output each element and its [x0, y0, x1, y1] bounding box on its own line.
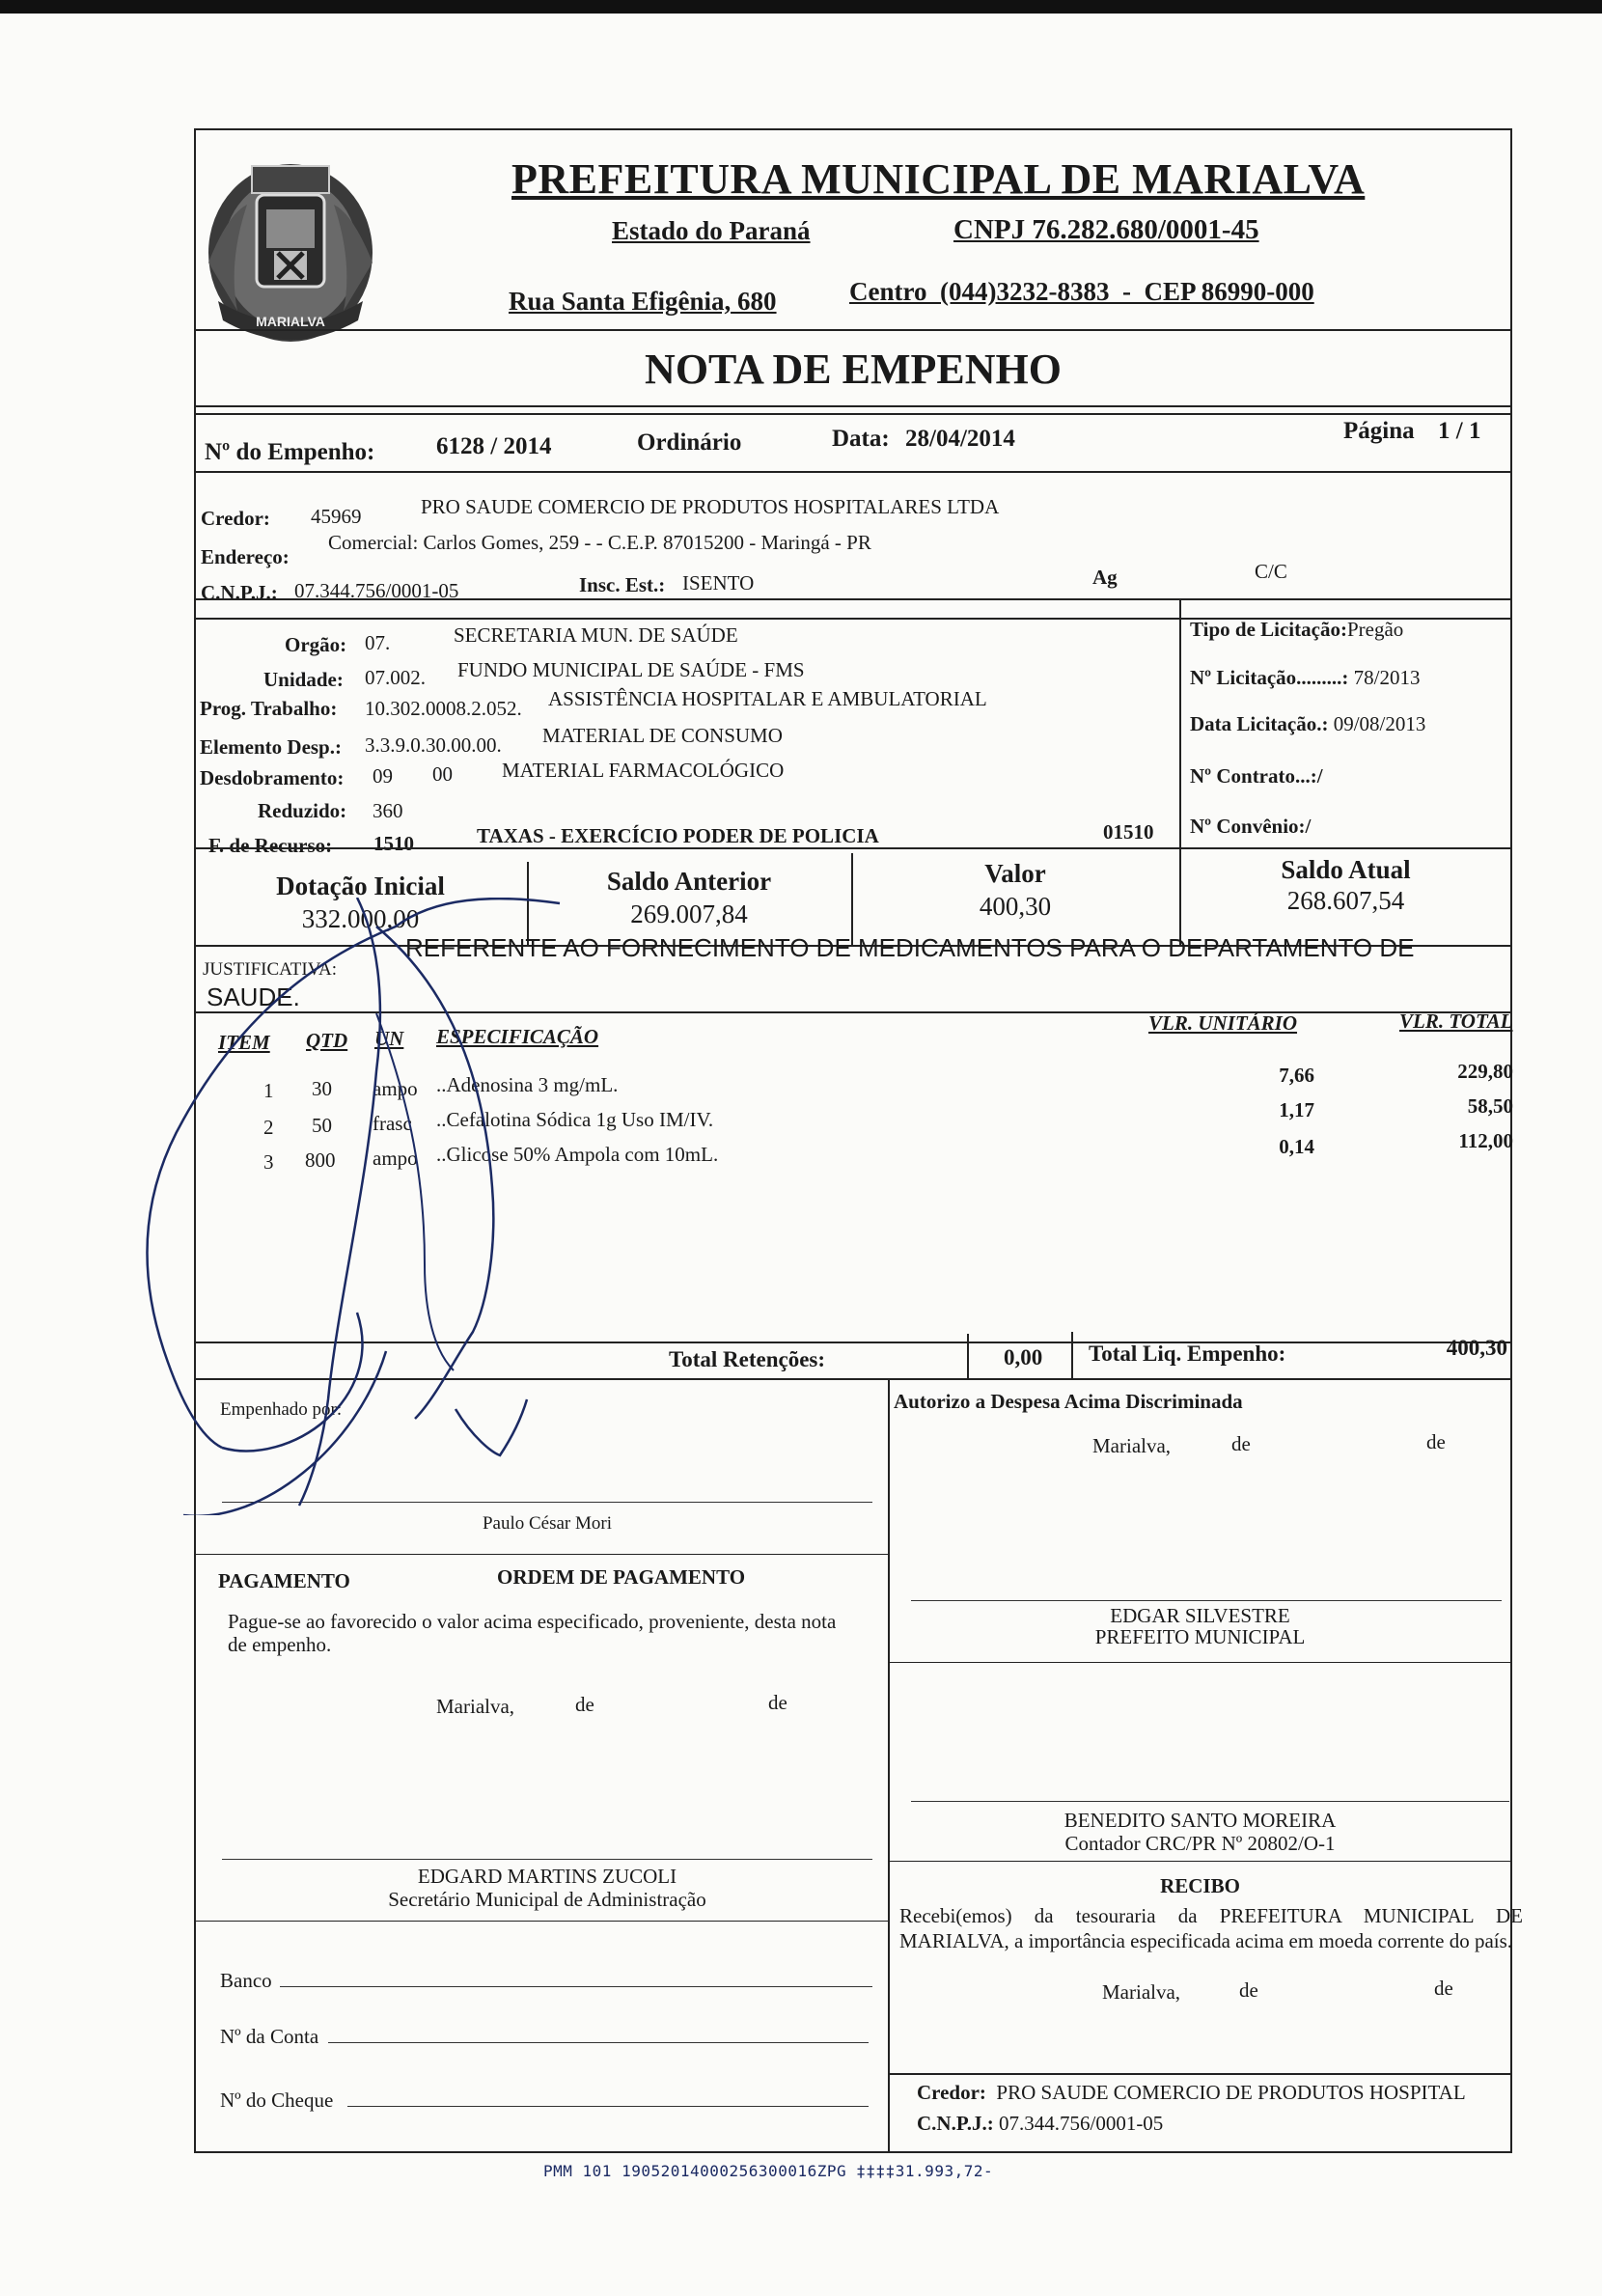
row-espec: ..Adenosina 3 mg/mL.	[436, 1073, 619, 1096]
justificativa-label: JUSTIFICATIVA:	[203, 959, 338, 980]
row-espec: ..Cefalotina Sódica 1g Uso IM/IV.	[436, 1108, 714, 1131]
orgao-label: Orgão:	[285, 633, 347, 656]
agency-label: Ag	[1092, 566, 1118, 589]
divider	[194, 598, 1512, 600]
pagamento-label: PAGAMENTO	[218, 1569, 350, 1592]
empenhado-signer: Paulo César Mori	[482, 1513, 613, 1534]
desdobramento-label: Desdobramento:	[200, 766, 345, 789]
dotacao-value: 332.000,00	[301, 904, 420, 933]
credor-cnpj: 07.344.756/0001-05	[294, 579, 459, 602]
recibo-credor: Credor: PRO SAUDE COMERCIO DE PRODUTOS HOSPITAL	[917, 2081, 1466, 2104]
signature-line	[911, 1801, 1509, 1802]
autorizo-label: Autorizo a Despesa Acima Discriminada	[894, 1390, 1243, 1413]
retencoes-label: Total Retenções:	[669, 1347, 826, 1371]
row-un: frasc	[373, 1112, 412, 1135]
credor-label: Credor:	[201, 507, 270, 530]
contador-name: BENEDITO SANTO MOREIRA	[1063, 1809, 1337, 1832]
cheque-label: Nº do Cheque	[220, 2089, 334, 2112]
divider	[967, 1334, 969, 1378]
footer-code: PMM 101 19052014000256300016ZPG ‡‡‡‡31.993,72-	[543, 2162, 994, 2180]
banco-label: Banco	[220, 1969, 272, 1992]
autorizo-de1: de	[1231, 1432, 1251, 1455]
unidade-code: 07.002.	[365, 666, 426, 689]
empenho-number: 6128 / 2014	[436, 433, 552, 459]
recurso-number: 01510	[1103, 820, 1154, 844]
licitacao-number-label: Nº Licitação.........: 78/2013	[1190, 666, 1421, 689]
contador-role: Contador CRC/PR Nº 20802/O-1	[1064, 1832, 1336, 1855]
dotacao-label: Dotação Inicial	[276, 871, 445, 900]
row-item: 2	[263, 1116, 274, 1139]
prog-name: ASSISTÊNCIA HOSPITALAR E AMBULATORIAL	[548, 687, 987, 710]
reduzido-value: 360	[373, 799, 403, 822]
divider	[194, 471, 1512, 473]
prefeito-role: PREFEITO MUNICIPAL	[1094, 1625, 1306, 1648]
row-unit: 1,17	[1279, 1098, 1314, 1121]
page-label: Página	[1343, 418, 1415, 444]
banco-field[interactable]	[280, 1986, 872, 1987]
contract-label: Nº Contrato...:/	[1190, 764, 1323, 788]
col-un: UN	[374, 1027, 404, 1050]
justificativa-text-cont: SAUDE.	[207, 982, 300, 1011]
row-qtd: 50	[312, 1114, 332, 1137]
valor-value: 400,30	[979, 892, 1052, 921]
prefeito-name: EDGAR SILVESTRE	[1110, 1604, 1290, 1627]
row-qtd: 800	[305, 1148, 336, 1172]
elemento-code: 3.3.9.0.30.00.00.	[365, 733, 502, 757]
divider	[194, 1342, 1512, 1343]
page-number: 1 / 1	[1438, 418, 1481, 444]
row-item: 1	[263, 1079, 274, 1102]
crest-lettering: MARIALVA	[256, 314, 325, 329]
credor-cnpj-label: C.N.P.J.:	[201, 581, 278, 604]
justificativa-text: REFERENTE AO FORNECIMENTO DE MEDICAMENTOS PARA O DEPARTAMENTO DE	[405, 933, 1415, 962]
divider	[194, 1378, 1512, 1380]
secretario-name: EDGARD MARTINS ZUCOLI	[417, 1865, 677, 1888]
conta-label: Nº da Conta	[220, 2025, 319, 2048]
recibo-de2: de	[1434, 1977, 1453, 2000]
row-total: 112,00	[1458, 1129, 1513, 1152]
recurso-code: 1510	[373, 832, 414, 855]
municipality-contact: Centro (044)3232-8383 - CEP 86990-000	[849, 277, 1314, 306]
signature-line	[222, 1502, 872, 1503]
empenho-number-label: Nº do Empenho:	[205, 439, 375, 465]
valor-label: Valor	[984, 859, 1046, 888]
empenho-date-label: Data:	[832, 426, 890, 452]
signature-line	[222, 1859, 872, 1860]
prog-label: Prog. Trabalho:	[200, 697, 338, 720]
credor-name: PRO SAUDE COMERCIO DE PRODUTOS HOSPITALARES LTDA	[421, 495, 1000, 518]
total-liq-value: 400,30	[1446, 1336, 1507, 1360]
divider	[888, 1378, 890, 2153]
saldo-anterior-label: Saldo Anterior	[606, 867, 772, 896]
desdobramento-code: 09	[373, 764, 393, 788]
pagamento-de1: de	[575, 1693, 594, 1716]
recibo-label: RECIBO	[1160, 1874, 1240, 1897]
col-especificacao: ESPECIFICAÇÃO	[436, 1025, 599, 1048]
unidade-name: FUNDO MUNICIPAL DE SAÚDE - FMS	[457, 658, 805, 681]
divider	[194, 1921, 888, 1922]
divider	[1179, 598, 1181, 847]
conta-field[interactable]	[328, 2042, 869, 2043]
divider	[194, 405, 1512, 407]
col-qtd: QTD	[306, 1029, 348, 1052]
insc-value: ISENTO	[682, 571, 755, 595]
secretario-role: Secretário Municipal de Administração	[388, 1888, 706, 1911]
saldo-atual-value: 268.607,54	[1286, 886, 1405, 915]
row-un: ampo	[373, 1147, 418, 1170]
row-item: 3	[263, 1150, 274, 1174]
col-item: ITEM	[218, 1031, 270, 1054]
state-name: Estado do Paraná	[612, 216, 811, 245]
scan-top-edge	[0, 0, 1602, 14]
row-qtd: 30	[312, 1077, 332, 1100]
municipality-cnpj: CNPJ 76.282.680/0001-45	[953, 214, 1259, 245]
row-total: 229,80	[1457, 1060, 1513, 1083]
divider	[194, 1554, 888, 1555]
recurso-label: F. de Recurso:	[208, 834, 333, 857]
row-unit: 7,66	[1279, 1064, 1314, 1087]
prog-code: 10.302.0008.2.052.	[365, 697, 522, 720]
elemento-label: Elemento Desp.:	[200, 735, 342, 759]
municipality-address: Rua Santa Efigênia, 680	[509, 287, 777, 316]
divider	[194, 1011, 1512, 1013]
document-title: NOTA DE EMPENHO	[645, 346, 1062, 393]
credor-address: Comercial: Carlos Gomes, 259 - - C.E.P. 87015200 - Maringá - PR	[328, 531, 871, 554]
pagamento-city: Marialva,	[436, 1695, 515, 1718]
row-unit: 0,14	[1279, 1135, 1314, 1158]
recurso-name: TAXAS - EXERCÍCIO PODER DE POLICIA	[477, 824, 879, 847]
divider	[888, 2073, 1512, 2075]
address-label: Endereço:	[201, 545, 290, 568]
empenho-date: 28/04/2014	[905, 426, 1015, 452]
unidade-label: Unidade:	[263, 668, 344, 691]
account-label: C/C	[1255, 560, 1287, 583]
divider	[888, 1662, 1512, 1663]
row-total: 58,50	[1467, 1094, 1513, 1118]
ordem-pagamento-label: ORDEM DE PAGAMENTO	[497, 1565, 746, 1589]
divider	[1071, 1332, 1073, 1378]
elemento-name: MATERIAL DE CONSUMO	[542, 724, 783, 747]
saldo-atual-label: Saldo Atual	[1281, 855, 1411, 884]
retencoes-value: 0,00	[1004, 1345, 1043, 1369]
autorizo-city: Marialva,	[1092, 1434, 1172, 1457]
orgao-code: 07.	[365, 631, 391, 654]
insc-label: Insc. Est.:	[579, 573, 666, 596]
recibo-de1: de	[1239, 1978, 1258, 2002]
divider	[194, 847, 1512, 849]
total-liq-label: Total Liq. Empenho:	[1089, 1342, 1286, 1366]
pagamento-de2: de	[768, 1691, 787, 1714]
cheque-field[interactable]	[347, 2106, 869, 2107]
signature-line	[911, 1600, 1502, 1601]
municipality-title: PREFEITURA MUNICIPAL DE MARIALVA	[511, 155, 1366, 203]
reduzido-label: Reduzido:	[258, 799, 347, 822]
row-espec: ..Glicose 50% Ampola com 10mL.	[436, 1143, 719, 1166]
desdobramento-name: MATERIAL FARMACOLÓGICO	[502, 759, 785, 782]
saldo-anterior-value: 269.007,84	[630, 899, 748, 928]
recibo-cnpj: C.N.P.J.: 07.344.756/0001-05	[917, 2112, 1164, 2135]
recibo-city: Marialva,	[1102, 1980, 1181, 2004]
desdobramento-sub: 00	[432, 762, 453, 786]
divider	[888, 1861, 1512, 1862]
divider	[194, 413, 1512, 415]
convenio-label: Nº Convênio:/	[1190, 815, 1312, 838]
empenho-type: Ordinário	[637, 429, 742, 456]
col-total-value: VLR. TOTAL	[1399, 1010, 1513, 1033]
recibo-text: Recebi(emos) da tesouraria da PREFEITURA MUNICIPAL DE MARIALVA, a importância especificada acima em moeda corrente do país.	[899, 1904, 1523, 1952]
autorizo-de2: de	[1426, 1430, 1446, 1453]
empenhado-label: Empenhado por:	[220, 1399, 343, 1420]
pagamento-text: Pague-se ao favorecido o valor acima especificado, proveniente, desta nota de empenho.	[228, 1610, 837, 1656]
licitacao-date-label: Data Licitação.: 09/08/2013	[1190, 712, 1426, 735]
licitacao-type-label: Tipo de Licitação:Pregão	[1190, 618, 1404, 641]
row-un: ampo	[373, 1077, 418, 1100]
credor-code: 45969	[311, 505, 362, 528]
orgao-name: SECRETARIA MUN. DE SAÚDE	[454, 623, 738, 647]
col-unit-value: VLR. UNITÁRIO	[1148, 1011, 1298, 1035]
